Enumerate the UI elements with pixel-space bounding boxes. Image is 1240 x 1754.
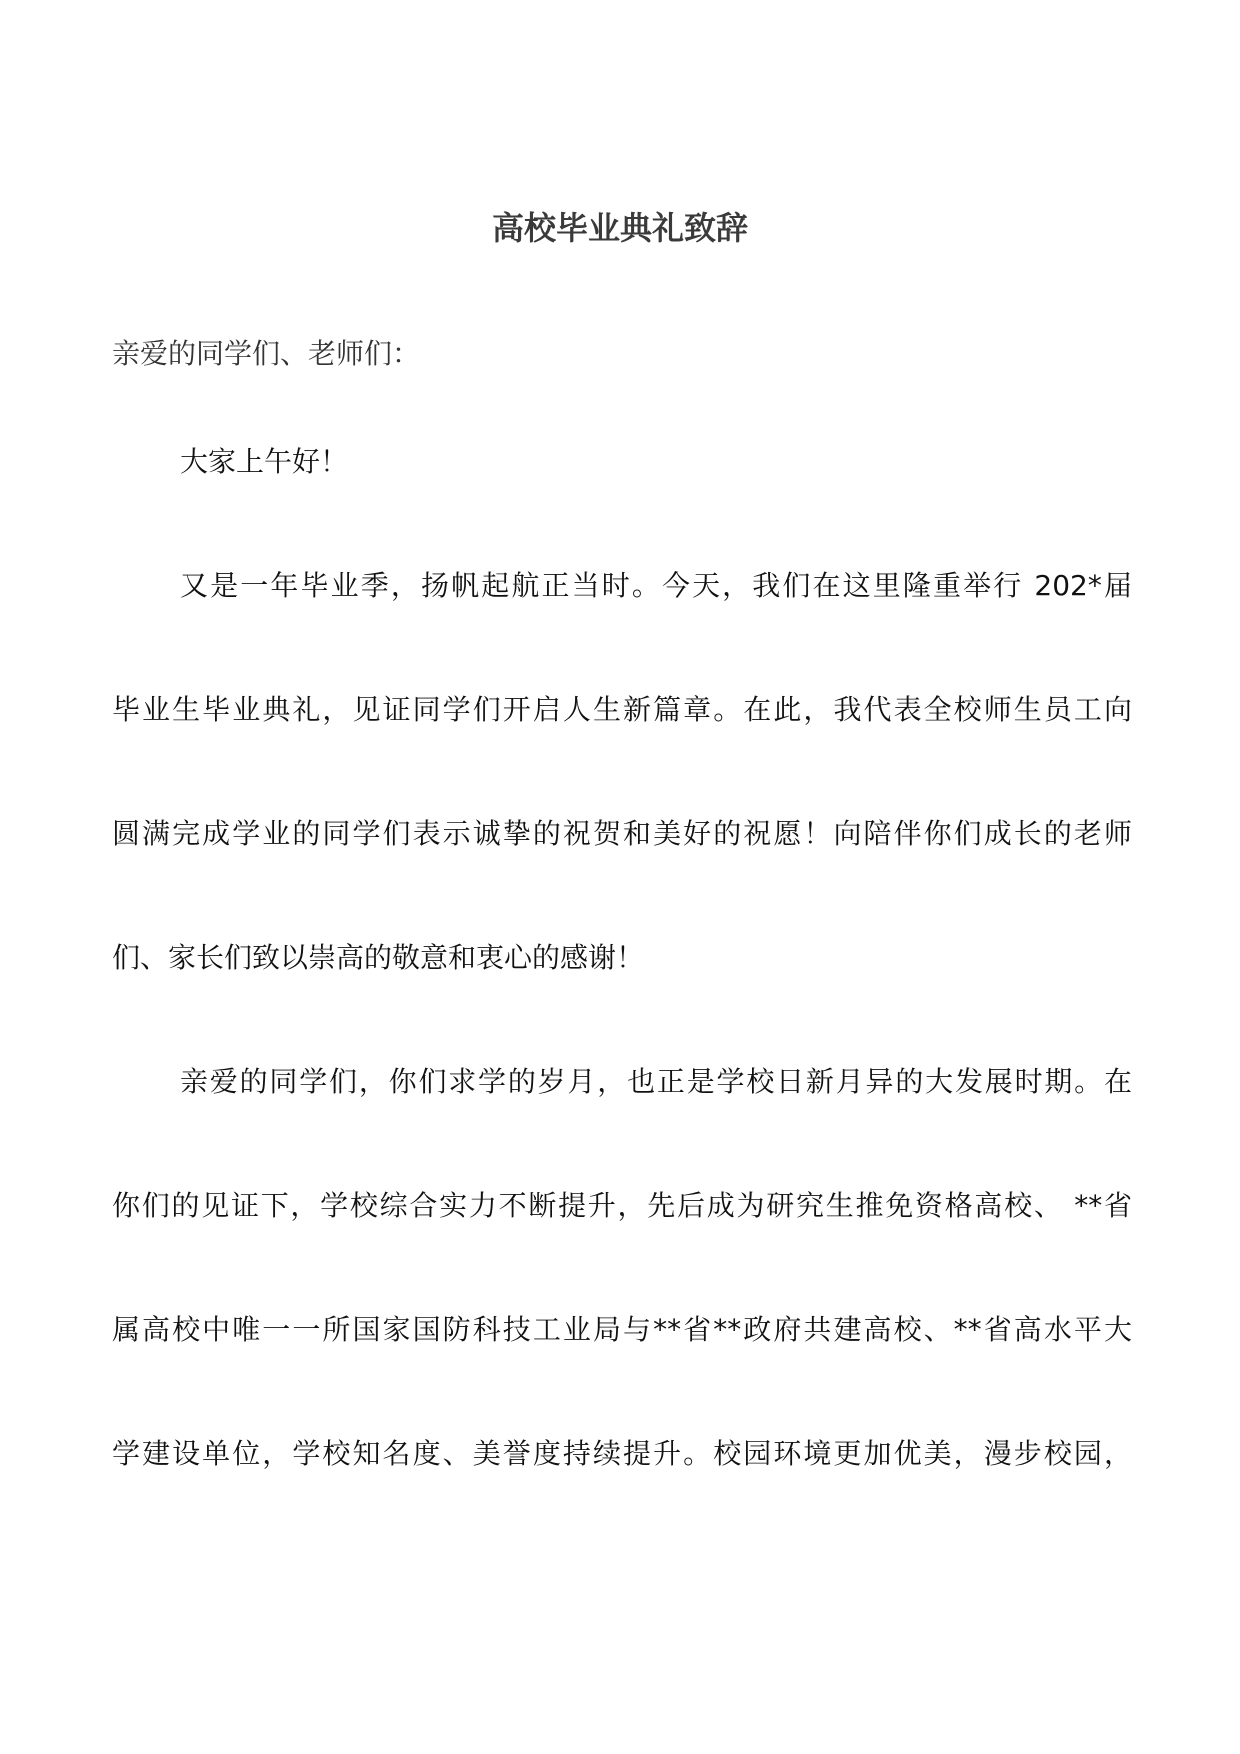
paragraph-1-line-3: 圆满完成学业的同学们表示诚挚的祝贺和美好的祝愿！向陪伴你们成长的老师 — [112, 817, 1132, 850]
paragraph-2-line-2: 你们的见证下，学校综合实力不断提升，先后成为研究生推免资格高校、 **省 — [112, 1189, 1132, 1222]
paragraph-2-line-4: 学建设单位，学校知名度、美誉度持续提升。校园环境更加优美，漫步校园， — [112, 1437, 1132, 1470]
document-title: 高校毕业典礼致辞 — [491, 209, 748, 247]
paragraph-1-line-1: 又是一年毕业季，扬帆起航正当时。今天，我们在这里隆重举行 202*届 — [180, 569, 1132, 602]
paragraph-1-line-2: 毕业生毕业典礼，见证同学们开启人生新篇章。在此，我代表全校师生员工向 — [112, 693, 1132, 726]
paragraph-1-line-4: 们、家长们致以崇高的敬意和衷心的感谢！ — [112, 941, 645, 974]
paragraph-2-line-3: 属高校中唯一一所国家国防科技工业局与**省**政府共建高校、**省高水平大 — [112, 1313, 1132, 1346]
paragraph-2-line-1: 亲爱的同学们，你们求学的岁月，也正是学校日新月异的大发展时期。在 — [180, 1065, 1132, 1098]
salutation: 亲爱的同学们、老师们： — [112, 337, 421, 370]
greeting-line: 大家上午好！ — [180, 445, 349, 478]
